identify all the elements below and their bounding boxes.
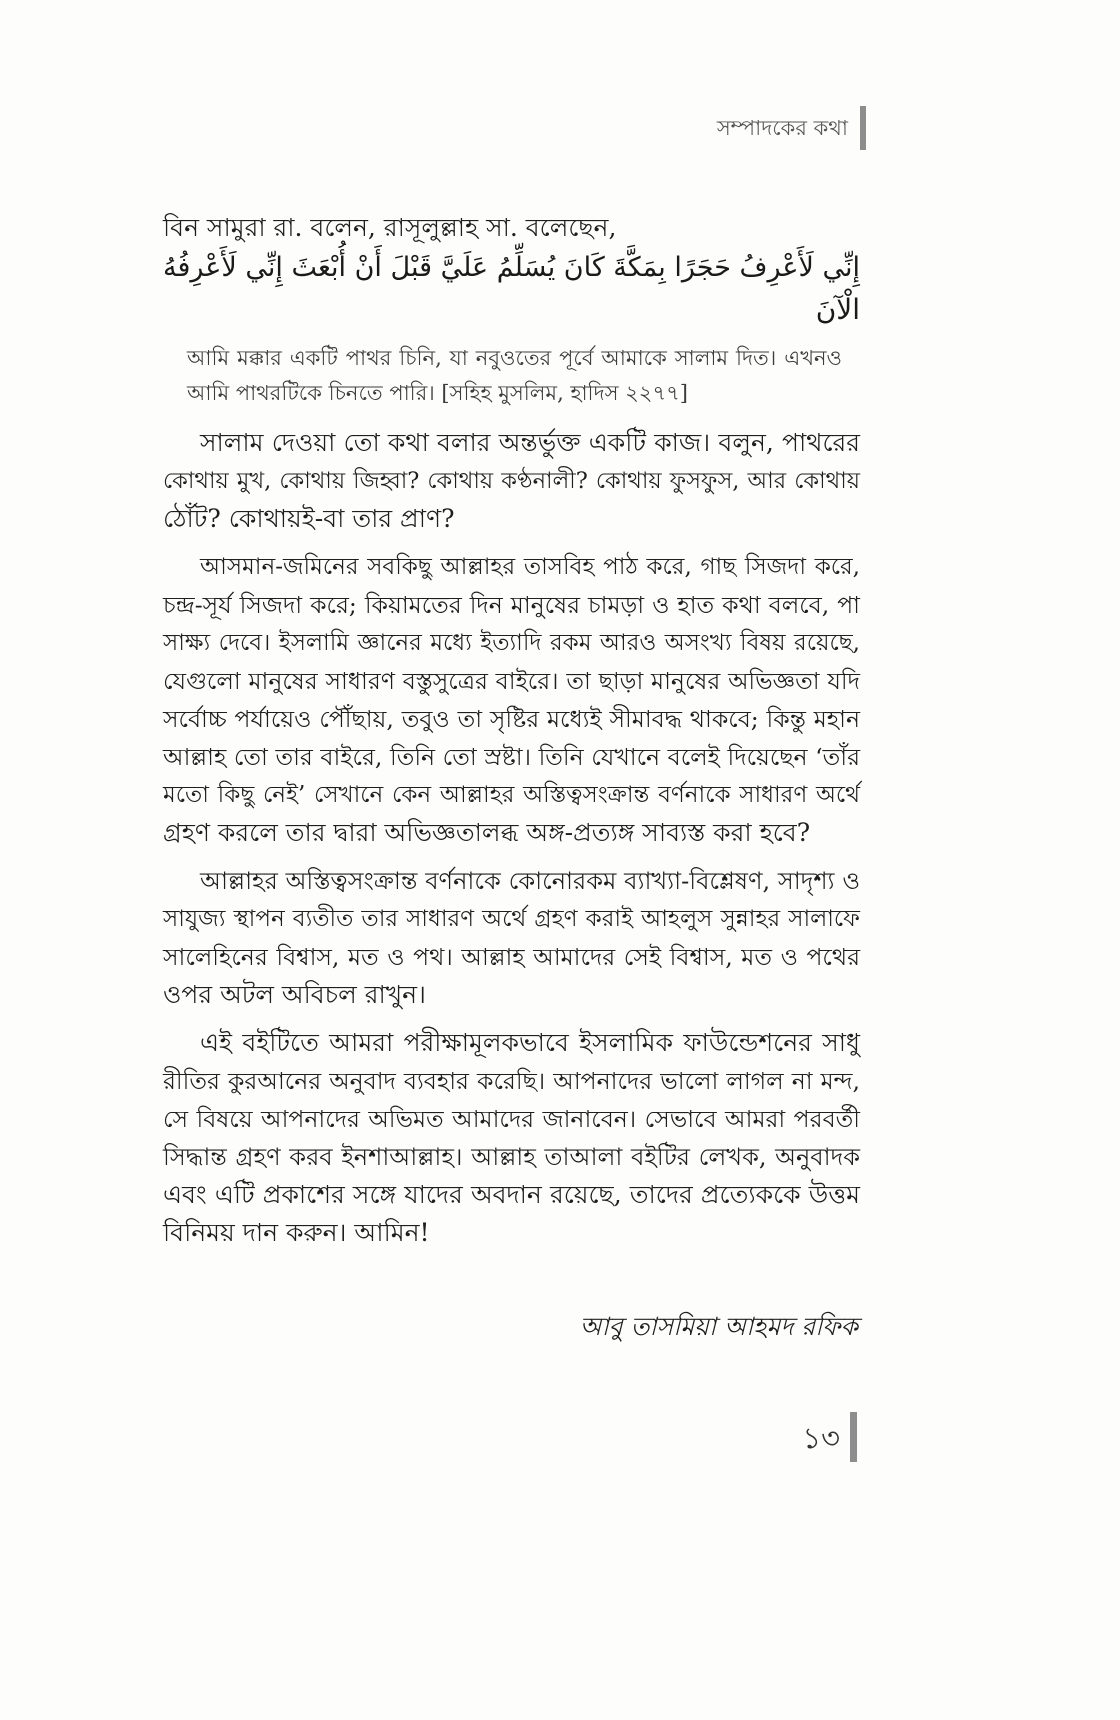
paragraph-line: ওপর অটল অবিচল রাখুন। (163, 980, 426, 1009)
paragraph-line: রীতির কুরআনের অনুবাদ ব্যবহার করেছি। আপনাদের ভালো লাগল না মন্দ, (163, 1067, 860, 1095)
translation-line: আমি পাথরটিকে চিনতে পারি। [সহিহ মুসলিম, হাদিস ২২৭৭] (187, 381, 688, 405)
page-number-rule-bar (850, 1412, 857, 1462)
paragraph-line: আল্লাহ তো তার বাইরে, তিনি তো স্রষ্টা। তিনি যেখানে বলেই দিয়েছেন ‘তাঁর (163, 743, 860, 771)
header-rule-bar (860, 106, 866, 150)
paragraph-line: সে বিষয়ে আপনাদের অভিমত আমাদের জানাবেন। সেভাবে আমরা পরবর্তী (163, 1105, 860, 1133)
translation-line: আমি মক্কার একটি পাথর চিনি, যা নবুওতের পূর্বে আমাকে সালাম দিত। এখনও (187, 346, 842, 370)
paragraph-line: যেগুলো মানুষের সাধারণ বস্তুসুত্রের বাইরে। তা ছাড়া মানুষের অভিজ্ঞতা যদি (163, 667, 860, 695)
paragraph-line: সর্বোচ্চ পর্যায়েও পৌঁছায়, তবুও তা সৃষ্টির মধ্যেই সীমাবদ্ধ থাকবে; কিন্তু মহান (163, 705, 860, 733)
paragraph (163, 1024, 860, 1252)
paragraph-line: গ্রহণ করলে তার দ্বারা অভিজ্ঞতালব্ধ অঙ্গ-প্রত্যঙ্গ সাব্যস্ত করা হবে? (163, 818, 811, 847)
paragraph-line: এই বইটিতে আমরা পরীক্ষামূলকভাবে ইসলামিক ফাউন্ডেশনের সাধু (200, 1028, 860, 1057)
paragraph-line: ঠোঁট? কোথায়ই-বা তার প্রাণ? (163, 504, 455, 533)
running-header: সম্পাদকের কথা (716, 116, 848, 140)
paragraph-line: সিদ্ধান্ত গ্রহণ করব ইনশাআল্লাহ। আল্লাহ তাআলা বইটির লেখক, অনুবাদক (163, 1143, 860, 1171)
paragraph-line: সালাম দেওয়া তো কথা বলার অন্তর্ভুক্ত একটি কাজ। বলুন, পাথরের (200, 428, 860, 457)
hadith-intro (163, 209, 860, 247)
paragraph-line: কোথায় মুখ, কোথায় জিহ্বা? কোথায় কণ্ঠনালী? কোথায় ফুসফুস, আর কোথায় (163, 468, 860, 494)
paragraph-line: সাযুজ্য স্থাপন ব্যতীত তার সাধারণ অর্থে গ্রহণ করাই আহলুস সুন্নাহর সালাফে (163, 906, 860, 932)
paragraph-line: মতো কিছু নেই’ সেখানে কেন আল্লাহর অস্তিত্বসংক্রান্ত বর্ণনাকে সাধারণ অর্থে (163, 782, 860, 808)
paragraph (163, 862, 860, 1014)
paragraph-line: চন্দ্র-সূর্য সিজদা করে; কিয়ামতের দিন মানুষের চামড়া ও হাত কথা বলবে, পা (163, 591, 860, 619)
paragraph-line: বিনিময় দান করুন। আমিন! (163, 1218, 430, 1247)
paragraph-line: আসমান-জমিনের সবকিছু আল্লাহর তাসবিহ পাঠ করে, গাছ সিজদা করে, (200, 554, 860, 580)
arabic-line: إِنِّي لَأَعْرِفُ حَجَرًا بِمَكَّةَ كَانَ يُسَلِّمُ عَلَيَّ قَبْلَ أَنْ أُبْعَثَ إِنِّي لَأَعْرِفُهُ (162, 252, 860, 283)
paragraph-line: সালেহিনের বিশ্বাস, মত ও পথ। আল্লাহ আমাদের সেই বিশ্বাস, মত ও পথের (163, 943, 860, 971)
arabic-line: الْآنَ (815, 293, 860, 326)
editor-signature: আবু তাসমিয়া আহমদ রফিক (579, 1312, 858, 1341)
paragraph (163, 548, 860, 852)
hadith-translation (187, 341, 842, 411)
intro-line: বিন সামুরা রা. বলেন, রাসূলুল্লাহ সা. বলেছেন, (163, 213, 617, 242)
paragraph (163, 424, 860, 538)
paragraph-line: সাক্ষ্য দেবে। ইসলামি জ্ঞানের মধ্যে ইত্যাদি রকম আরও অসংখ্য বিষয় রয়েছে, (163, 630, 860, 656)
hadith-arabic (163, 247, 860, 331)
page-number: ১৩ (802, 1421, 840, 1455)
paragraph-line: এবং এটি প্রকাশের সঙ্গে যাদের অবদান রয়েছে, তাদের প্রত্যেককে উত্তম (163, 1180, 860, 1209)
paragraph-line: আল্লাহর অস্তিত্বসংক্রান্ত বর্ণনাকে কোনোরকম ব্যাখ্যা-বিশ্লেষণ, সাদৃশ্য ও (200, 867, 860, 895)
